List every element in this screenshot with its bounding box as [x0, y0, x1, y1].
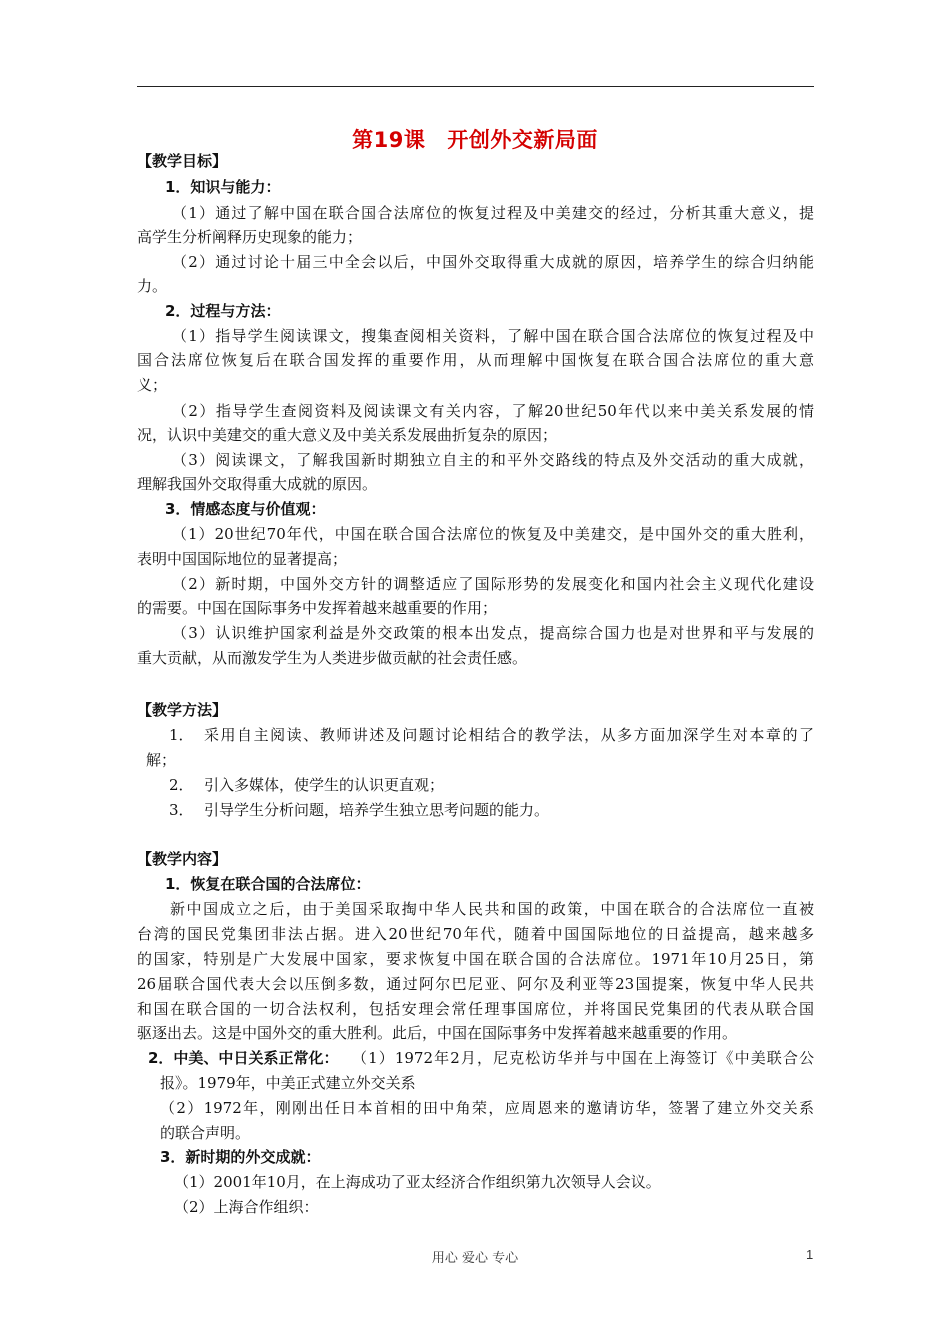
list-number: 1． [169, 726, 194, 744]
paragraph-line: 力。 [137, 277, 168, 295]
paragraph-line: （1）通过了解中国在联合国合法席位的恢复过程及中美建交的经过，分析其重大意义，提 [172, 204, 814, 222]
paragraph-line: （1）20世纪70年代，中国在联合国合法席位的恢复及中美建交，是中国外交的重大胜利， [172, 525, 814, 543]
paragraph-line: （3）阅读课文，了解我国新时期独立自主的和平外交路线的特点及外交活动的重大成就， [172, 451, 814, 469]
list-number: 2． [169, 776, 194, 794]
paragraph-line: 义； [137, 376, 168, 394]
subsection-heading: 3．新时期的外交成就： [160, 1148, 321, 1166]
subsection-heading: 2．中美、中日关系正常化： [148, 1049, 339, 1067]
list-item-text: 引导学生分析问题，培养学生独立思考问题的能力。 [204, 801, 550, 819]
paragraph-line: 重大贡献，从而激发学生为人类进步做贡献的社会责任感。 [137, 649, 528, 667]
subsection-heading: 1．知识与能力： [165, 178, 281, 196]
paragraph-line: 的需要。中国在国际事务中发挥着越来越重要的作用； [137, 599, 498, 617]
paragraph-line: 26届联合国代表大会以压倒多数，通过阿尔巴尼亚、阿尔及利亚等23国提案，恢复中华人民共 [137, 975, 814, 993]
paragraph-line: 台湾的国民党集团非法占据。进入20世纪70年代，随着中国国际地位的日益提高，越来越多 [137, 925, 814, 943]
section-header-goals: 【教学目标】 [137, 152, 228, 170]
paragraph-line: （1）2001年10月，在上海成功了亚太经济合作组织第九次领导人会议。 [174, 1173, 661, 1191]
page-number: 1 [806, 1247, 814, 1262]
paragraph-line: 的联合声明。 [160, 1124, 251, 1142]
list-item-text: 引入多媒体，使学生的认识更直观； [204, 776, 445, 794]
list-item-text: 解； [146, 751, 177, 769]
paragraph-line: （2）1972年，刚刚出任日本首相的田中角荣，应周恩来的邀请访华，签署了建立外交关系 [160, 1099, 814, 1117]
paragraph-line: 驱逐出去。这是中国外交的重大胜利。此后，中国在国际事务中发挥着越来越重要的作用。 [137, 1024, 738, 1042]
paragraph-line: （1）指导学生阅读课文，搜集查阅相关资料，了解中国在联合国合法席位的恢复过程及中 [172, 327, 814, 345]
paragraph-line: （2）新时期，中国外交方针的调整适应了国际形势的发展变化和国内社会主义现代化建设 [172, 575, 814, 593]
list-item-text: 采用自主阅读、教师讲述及问题讨论相结合的教学法，从多方面加深学生对本章的了 [204, 726, 814, 744]
subsection-heading: 2．过程与方法： [165, 302, 281, 320]
footer-text: 用心 爱心 专心 [431, 1251, 519, 1266]
section-header-methods: 【教学方法】 [137, 701, 228, 719]
paragraph-line: 表明中国国际地位的显著提高； [137, 550, 348, 568]
subsection-heading: 1．恢复在联合国的合法席位： [165, 875, 371, 893]
paragraph-line: 国合法席位恢复后在联合国发挥的重要作用，从而理解中国恢复在联合国合法席位的重大意 [137, 351, 814, 369]
paragraph-line: （2）通过讨论十届三中全会以后，中国外交取得重大成就的原因，培养学生的综合归纳能 [172, 253, 814, 271]
page-title: 第19课 开创外交新局面 [352, 128, 598, 152]
list-number: 3． [169, 801, 194, 819]
paragraph-line: 高学生分析阐释历史现象的能力； [137, 228, 363, 246]
paragraph-line: （1）1972年2月，尼克松访华并与中国在上海签订《中美联合公 [352, 1049, 814, 1067]
paragraph-line: 和国在联合国的一切合法权利，包括安理会常任理事国席位，并将国民党集团的代表从联合国 [137, 1000, 814, 1018]
paragraph-line: （2）指导学生查阅资料及阅读课文有关内容，了解20世纪50年代以来中美关系发展的情 [172, 402, 814, 420]
paragraph-line: 理解我国外交取得重大成就的原因。 [137, 475, 378, 493]
paragraph-line: （3）认识维护国家利益是外交政策的根本出发点，提高综合国力也是对世界和平与发展的 [172, 624, 814, 642]
paragraph-line: （2）上海合作组织： [174, 1198, 319, 1216]
paragraph-line: 新中国成立之后，由于美国采取掏中华人民共和国的政策，中国在联合的合法席位一直被 [170, 900, 814, 918]
paragraph-line: 的国家，特别是广大发展中国家，要求恢复中国在联合国的合法席位。1971年10月25日，第 [137, 950, 814, 968]
section-header-content: 【教学内容】 [137, 850, 228, 868]
header-rule [137, 86, 814, 87]
subsection-heading: 3．情感态度与价值观： [165, 500, 326, 518]
paragraph-line: 况，认识中美建交的重大意义及中美关系发展曲折复杂的原因； [137, 426, 558, 444]
paragraph-line: 报》。1979年，中美正式建立外交关系 [160, 1074, 416, 1092]
